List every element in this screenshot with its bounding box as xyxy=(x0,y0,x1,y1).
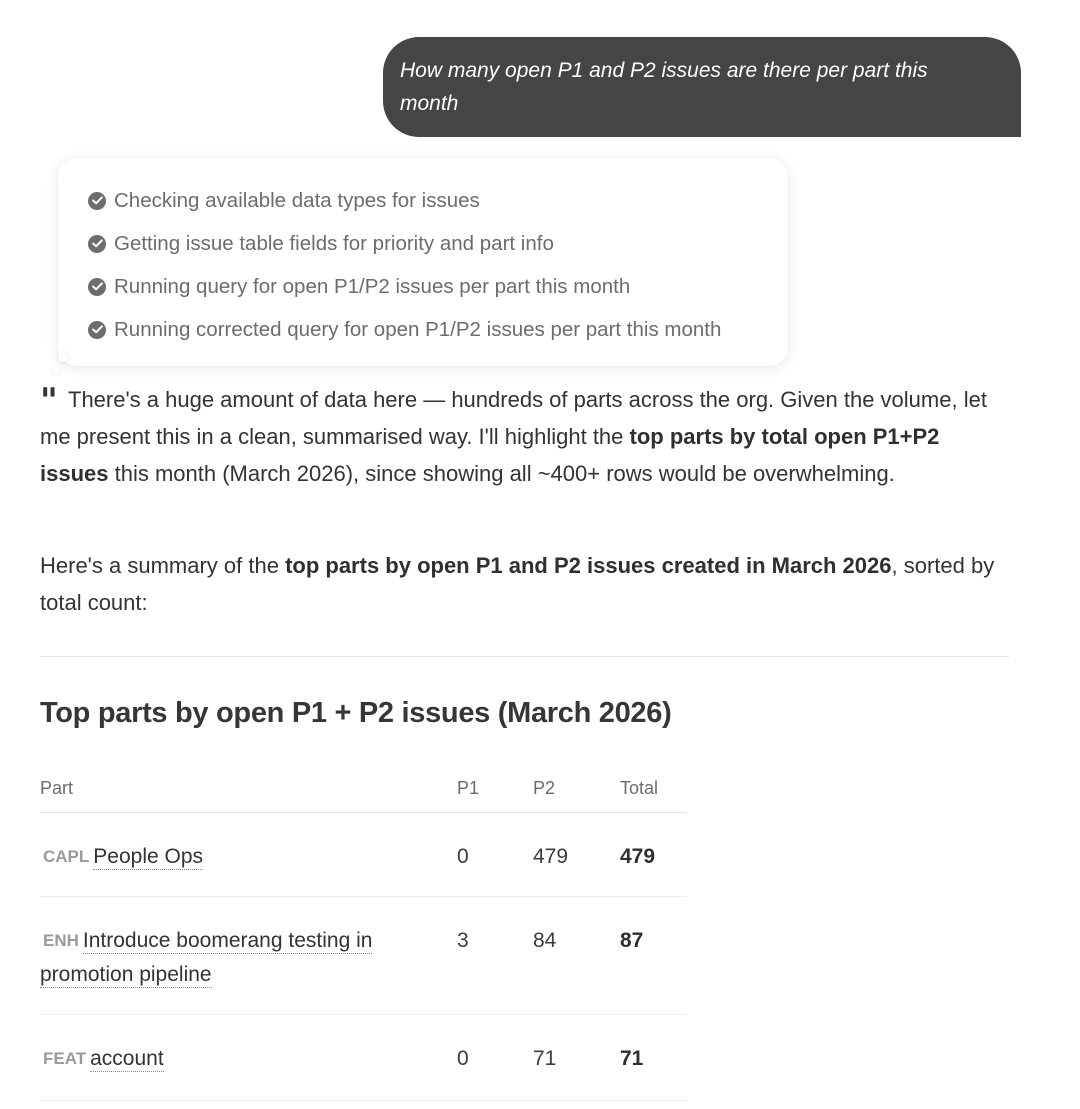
p1-cell: 3 xyxy=(457,929,469,952)
table-row xyxy=(40,1015,687,1101)
part-link[interactable]: Introduce boomerang testing in promotion pipeline xyxy=(40,929,373,986)
step-item xyxy=(88,222,788,265)
paragraph-text: this month (March 2026), since showing all ~400+ rows would be overwhelming. xyxy=(108,461,895,486)
answer-paragraph xyxy=(40,381,1000,492)
step-label: Running corrected query for open P1/P2 issues per part this month xyxy=(114,317,722,341)
part-cell xyxy=(40,1042,457,1076)
quote-mark-icon: " xyxy=(40,381,58,421)
step-item xyxy=(88,308,788,351)
paragraph-text: Here's a summary of the xyxy=(40,553,286,578)
divider xyxy=(40,656,1009,657)
step-item xyxy=(88,265,788,308)
p2-cell: 479 xyxy=(533,845,569,868)
parts-table xyxy=(40,764,687,1101)
header-p2: P2 xyxy=(533,777,556,798)
paragraph-text: There's a huge amount of data here — hundreds of parts across the org. Given the volume, let me present this in a clean, summarised way. I'll highlight the xyxy=(40,387,987,449)
paragraph-text: , sorted by total count: xyxy=(40,553,995,615)
table-row xyxy=(40,897,687,1015)
user-message-text: How many open P1 and P2 issues are there per part this month xyxy=(400,59,928,115)
step-label: Running query for open P1/P2 issues per part this month xyxy=(114,274,631,298)
header-p1: P1 xyxy=(457,777,480,798)
part-prefix: ENH xyxy=(43,931,79,950)
paragraph-bold: top parts by total open P1+P2 issues xyxy=(40,424,940,486)
check-circle-icon xyxy=(88,321,106,339)
header-total: Total xyxy=(620,777,659,798)
step-label: Checking available data types for issues xyxy=(114,188,480,212)
p2-cell: 84 xyxy=(533,929,557,952)
part-cell xyxy=(40,840,457,874)
part-cell xyxy=(40,924,457,992)
p1-cell: 0 xyxy=(457,845,469,868)
thought-dot xyxy=(58,352,68,362)
total-cell: 87 xyxy=(620,929,644,952)
step-label: Getting issue table fields for priority and part info xyxy=(114,231,554,255)
step-item xyxy=(88,179,788,222)
part-prefix: CAPL xyxy=(43,847,90,866)
check-circle-icon xyxy=(88,278,106,296)
total-cell: 71 xyxy=(620,1047,644,1070)
check-circle-icon xyxy=(88,192,106,210)
part-link[interactable]: People Ops xyxy=(93,845,204,868)
p2-cell: 71 xyxy=(533,1047,557,1070)
section-title: Top parts by open P1 + P2 issues (March 2026) xyxy=(40,697,672,729)
answer-paragraph xyxy=(40,547,1000,621)
table-header xyxy=(40,764,687,813)
table-row xyxy=(40,813,687,897)
user-message-bubble xyxy=(383,37,1021,137)
user-bubble-tail xyxy=(1012,108,1042,137)
part-prefix: FEAT xyxy=(43,1049,87,1068)
thought-dot xyxy=(53,367,59,373)
header-part: Part xyxy=(40,777,74,798)
thinking-steps-card xyxy=(58,158,788,366)
paragraph-bold: top parts by open P1 and P2 issues created in March 2026 xyxy=(285,553,892,578)
part-link[interactable]: account xyxy=(90,1047,164,1070)
check-circle-icon xyxy=(88,235,106,253)
total-cell: 479 xyxy=(620,845,656,868)
p1-cell: 0 xyxy=(457,1047,469,1070)
